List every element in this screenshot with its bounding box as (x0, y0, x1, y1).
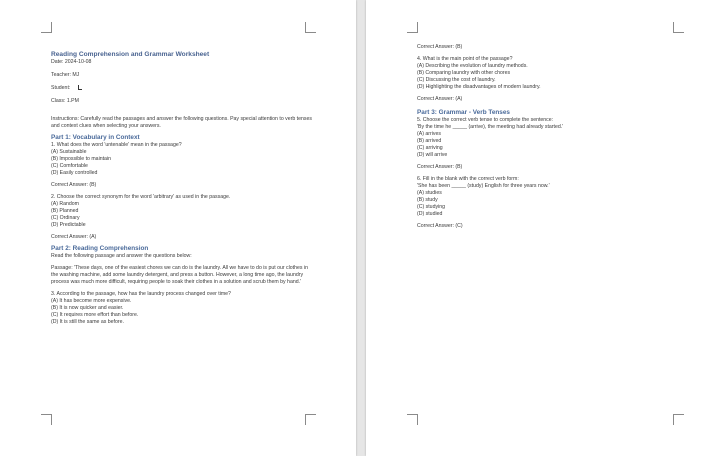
q2-option-c: (C) Ordinary (51, 215, 80, 221)
page-1-body (51, 50, 313, 326)
q4-option-d: (D) Highlighting the disadvantages of modern laundry. (417, 84, 541, 90)
part2-intro: Read the following passage and answer the questions below: (51, 253, 192, 259)
part3-heading: Part 3: Grammar - Verb Tenses (417, 109, 510, 116)
q3-option-d: (D) It is still the same as before. (51, 319, 124, 325)
q1-option-c: (C) Comfortable (51, 163, 88, 169)
q3-option-c: (C) It requires more effort than before. (51, 312, 139, 318)
q1-answer: Correct Answer: (B) (51, 182, 97, 188)
question-3: 3. According to the passage, how has the laundry process changed over time? (51, 291, 231, 297)
q5-option-d: (D) will arrive (417, 152, 448, 158)
question-4: 4. What is the main point of the passage? (417, 56, 513, 62)
q6-option-b: (B) study (417, 197, 438, 203)
q4-option-c: (C) Discussing the cost of laundry. (417, 77, 496, 83)
q4-answer: Correct Answer: (A) (417, 96, 463, 102)
q5-option-b: (B) arrived (417, 138, 442, 144)
q5-sentence: 'By the time he _____ (arrive), the meeting had already started.' (417, 124, 564, 130)
q1-option-d: (D) Easily controlled (51, 170, 98, 176)
q3-option-a: (A) It has become more expensive. (51, 298, 132, 304)
question-1: 1. What does the word 'untenable' mean in the passage? (51, 142, 182, 148)
q5-option-a: (A) arrives (417, 131, 441, 137)
q5-option-c: (C) arriving (417, 145, 443, 151)
crop-mark (673, 414, 684, 425)
worksheet-date: Date: 2024-10-08 (51, 59, 92, 65)
question-2: 2. Choose the correct synonym for the word 'arbitrary' as used in the passage. (51, 194, 231, 200)
document-page-1 (0, 0, 356, 456)
reading-passage: Passage: 'These days, one of the easiest chores we can do is the laundry. All we have to do is put our clothes in the washing machine, add some laundry detergent, and press a button. However, a long time ago, the laundry process was much more difficult, requiring people to soak their clothes in a solution and scrub them by hand.' (51, 265, 308, 285)
worksheet-class: Class: 1.PM (51, 98, 79, 104)
q4-option-b: (B) Comparing laundry with other chores (417, 70, 511, 76)
crop-mark (305, 414, 316, 425)
q6-answer: Correct Answer: (C) (417, 223, 463, 229)
q2-option-a: (A) Random (51, 201, 79, 207)
worksheet-teacher: Teacher: MJ (51, 72, 80, 78)
q5-answer: Correct Answer: (B) (417, 164, 463, 170)
q4-option-a: (A) Describing the evolution of laundry methods. (417, 63, 528, 69)
q3-option-b: (B) It is now quicker and easier. (51, 305, 124, 311)
q6-sentence: 'She has been _____ (study) English for three years now.' (417, 183, 550, 189)
q6-option-d: (D) studied (417, 211, 443, 217)
crop-mark (673, 22, 684, 33)
q2-option-d: (D) Predictable (51, 222, 86, 228)
page-2-body (417, 44, 679, 230)
crop-mark (407, 414, 418, 425)
question-6: 6. Fill in the blank with the correct verb form: (417, 176, 519, 182)
q1-option-b: (B) Impossible to maintain (51, 156, 111, 162)
part1-heading: Part 1: Vocabulary in Context (51, 134, 140, 141)
q6-option-a: (A) studies (417, 190, 442, 196)
student-label: Student: (51, 85, 71, 91)
crop-mark (41, 414, 52, 425)
crop-mark (407, 22, 418, 33)
worksheet-student (51, 85, 313, 92)
worksheet-instructions: Instructions: Carefully read the passages and answer the following questions. Pay special attention to verb tenses and context clues when selecting your answers. (51, 116, 312, 129)
document-page-2 (366, 0, 725, 456)
q1-option-a: (A) Sustainable (51, 149, 87, 155)
q2-option-b: (B) Planned (51, 208, 79, 214)
question-5: 5. Choose the correct verb tense to complete the sentence: (417, 117, 554, 123)
worksheet-title: Reading Comprehension and Grammar Worksheet (51, 51, 210, 58)
q2-answer: Correct Answer: (A) (51, 234, 97, 240)
part2-heading: Part 2: Reading Comprehension (51, 245, 149, 252)
crop-mark (41, 22, 52, 33)
q3-answer: Correct Answer: (B) (417, 44, 463, 50)
text-cursor-icon (78, 85, 82, 90)
crop-mark (305, 22, 316, 33)
q6-option-c: (C) studying (417, 204, 445, 210)
